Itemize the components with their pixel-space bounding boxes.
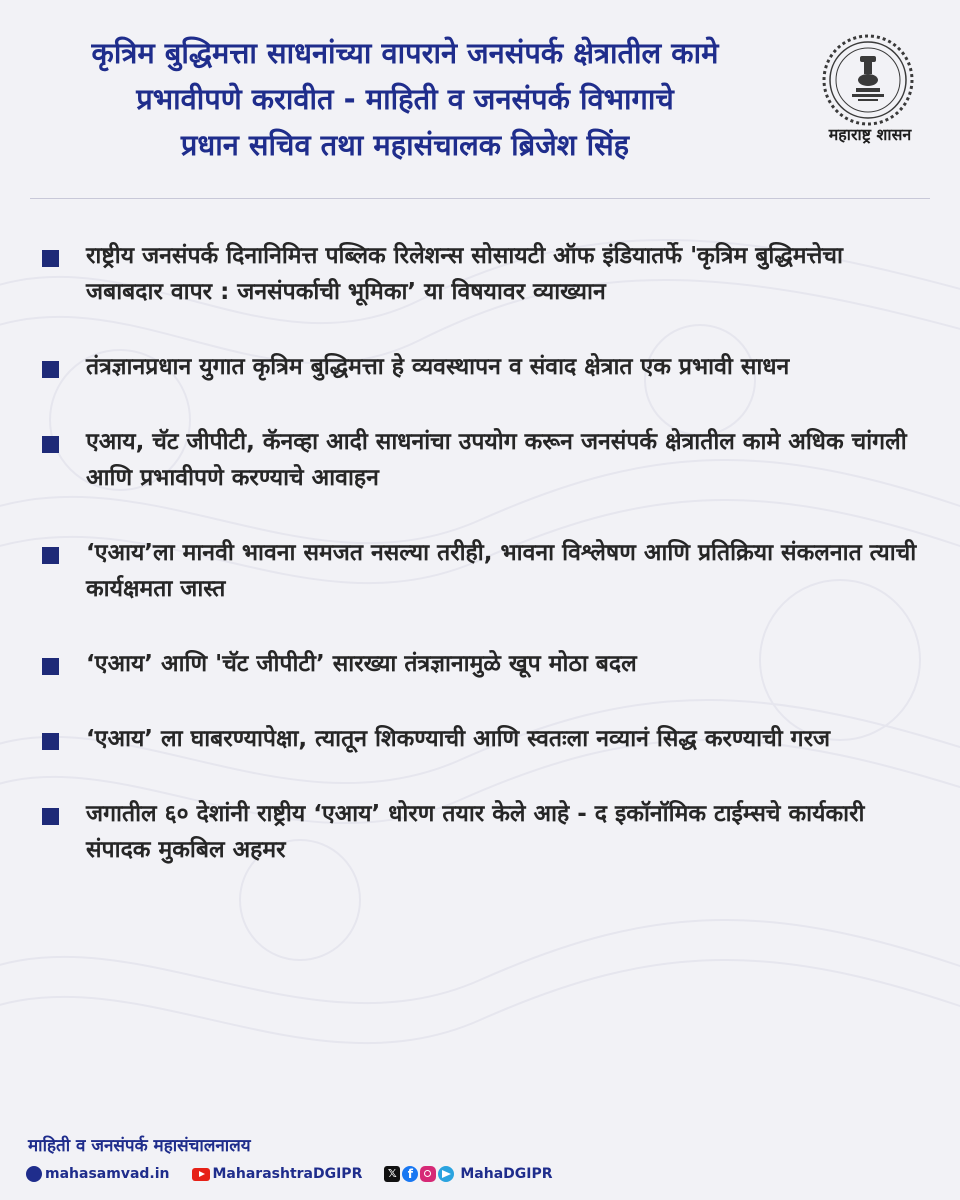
square-bullet-icon bbox=[42, 733, 59, 750]
list-item bbox=[42, 349, 922, 385]
globe-icon bbox=[26, 1166, 42, 1182]
headline bbox=[20, 30, 790, 168]
social-handle-link[interactable]: MahaDGIPR bbox=[460, 1166, 553, 1182]
point-text: जगातील ६० देशांनी राष्ट्रीय ‘एआय’ धोरण तयार केले आहे - द इकॉनॉमिक टाईम्सचे कार्यकारी संपादक मुकबिल अहमर bbox=[86, 801, 865, 863]
point-text: ‘एआय’ ला घाबरण्यापेक्षा, त्यातून शिकण्याची आणि स्वतःला नव्यानं सिद्ध करण्याची गरज bbox=[86, 726, 831, 752]
square-bullet-icon bbox=[42, 436, 59, 453]
x-icon[interactable]: 𝕏 bbox=[384, 1166, 400, 1182]
square-bullet-icon bbox=[42, 361, 59, 378]
header-divider bbox=[30, 198, 930, 199]
list-item bbox=[42, 796, 922, 868]
facebook-icon[interactable]: f bbox=[402, 1166, 418, 1182]
footer-organization-name: माहिती व जनसंपर्क महासंचालनालय bbox=[28, 1136, 251, 1156]
youtube-link[interactable]: MaharashtraDGIPR bbox=[212, 1166, 363, 1182]
key-points-list bbox=[42, 238, 922, 907]
square-bullet-icon bbox=[42, 250, 59, 267]
emblem-label: महाराष्ट्र शासन bbox=[828, 125, 912, 144]
point-text: ‘एआय’ला मानवी भावना समजत नसल्या तरीही, भावना विश्लेषण आणि प्रतिक्रिया संकलनात त्याची कार्यक्षमता जास्त bbox=[86, 540, 917, 602]
list-item bbox=[42, 238, 922, 310]
square-bullet-icon bbox=[42, 808, 59, 825]
point-text: एआय, चॅट जीपीटी, कॅनव्हा आदी साधनांचा उपयोग करून जनसंपर्क क्षेत्रातील कामे अधिक चांगली आणि प्रभावीपणे करण्याचे आवाहन bbox=[86, 429, 907, 491]
telegram-icon[interactable] bbox=[438, 1166, 454, 1182]
square-bullet-icon bbox=[42, 658, 59, 675]
list-item bbox=[42, 721, 922, 757]
headline-line: प्रभावीपणे करावीत - माहिती व जनसंपर्क विभागाचे bbox=[136, 82, 674, 116]
square-bullet-icon bbox=[42, 547, 59, 564]
headline-line: प्रधान सचिव तथा महासंचालक ब्रिजेश सिंह bbox=[180, 128, 630, 162]
headline-line: कृत्रिम बुद्धिमत्ता साधनांच्या वापराने जनसंपर्क क्षेत्रातील कामे bbox=[91, 36, 719, 70]
instagram-icon[interactable] bbox=[420, 1166, 436, 1182]
point-text: तंत्रज्ञानप्रधान युगात कृत्रिम बुद्धिमत्ता हे व्यवस्थापन व संवाद क्षेत्रात एक प्रभावी साधन bbox=[86, 354, 790, 380]
website-link[interactable]: mahasamvad.in bbox=[45, 1166, 170, 1182]
point-text: राष्ट्रीय जनसंपर्क दिनानिमित्त पब्लिक रिलेशन्स सोसायटी ऑफ इंडियातर्फे 'कृत्रिम बुद्धिमत्तेचा जबाबदार वापर : जनसंपर्काची भूमिका’ या विषयावर व्याख्यान bbox=[86, 243, 843, 305]
government-seal-emblem bbox=[818, 30, 918, 130]
point-text: ‘एआय’ आणि 'चॅट जीपीटी’ सारख्या तंत्रज्ञानामुळे खूप मोठा बदल bbox=[86, 651, 637, 677]
youtube-icon bbox=[192, 1168, 210, 1181]
list-item bbox=[42, 535, 922, 607]
list-item bbox=[42, 424, 922, 496]
list-item bbox=[42, 646, 922, 682]
footer-social-links bbox=[26, 1162, 553, 1186]
